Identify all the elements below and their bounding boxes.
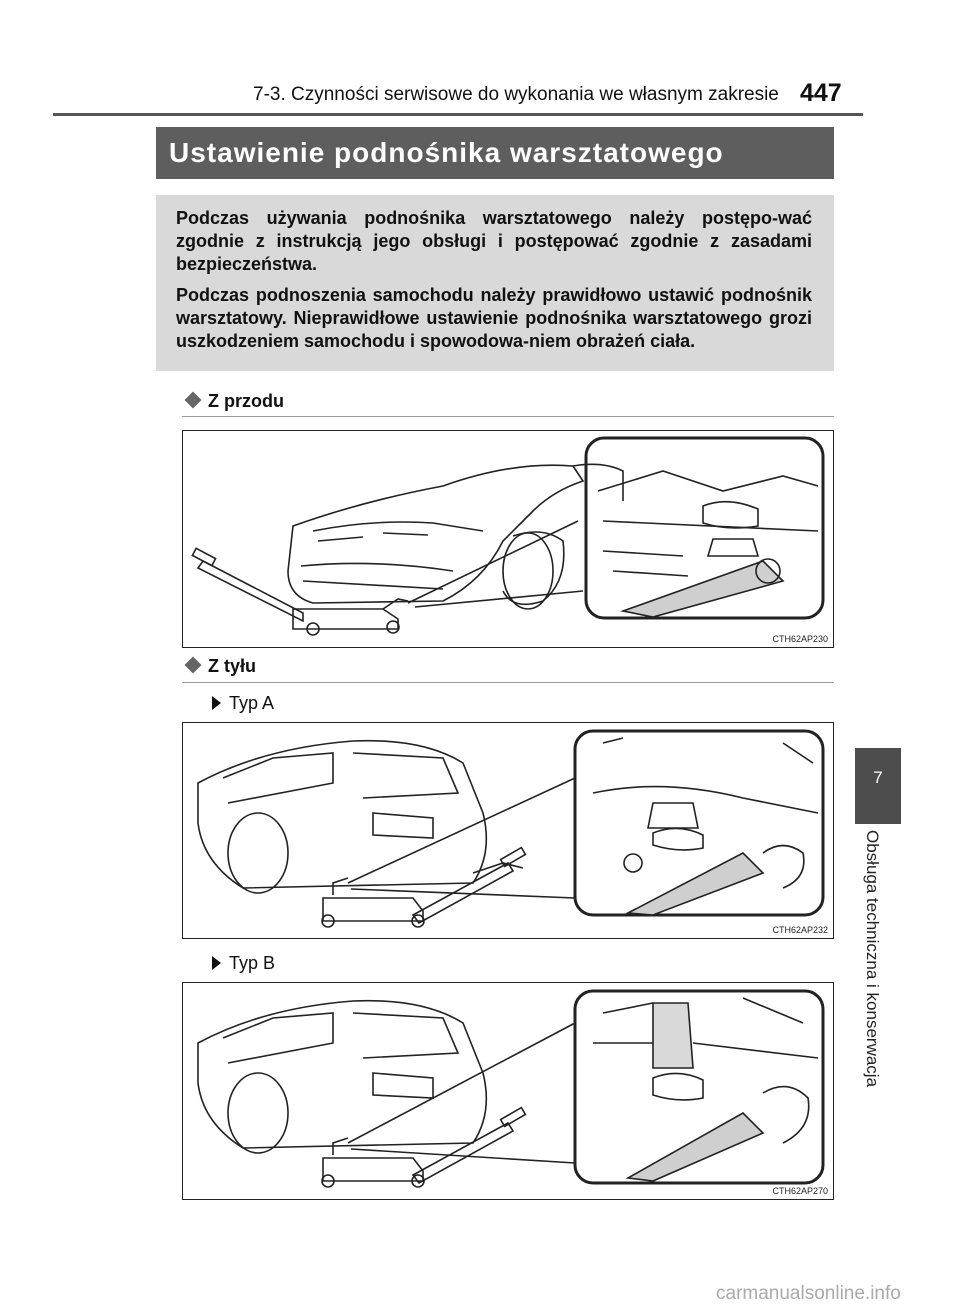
front-heading-text: Z przodu [208,391,284,411]
rear-type-a-figure [182,722,834,939]
front-heading-rule [182,416,834,417]
rear-heading [187,656,256,677]
rear-type-b-figure [182,982,834,1200]
diamond-bullet-icon [185,392,202,409]
front-heading [187,391,284,412]
rear-type-a-figure-code: CTH62AP232 [772,925,828,935]
diamond-bullet-icon [185,657,202,674]
section-title: Ustawienie podnośnika warsztatowego [156,127,834,179]
triangle-bullet-icon [212,956,221,970]
warning-paragraph-2: Podczas podnoszenia samochodu należy prawidłowo ustawić podnośnik warsztatowy. Nieprawidłowe ustawienie podnośnika warsztatowego grozi uszkodzeniem samochodu i spowodowa-niem obrażeń ciała. [176,285,812,351]
chapter-side-label: Obsługa techniczna i konserwacja [863,830,882,1088]
type-b-label-text: Typ B [229,953,276,973]
triangle-bullet-icon [212,696,221,710]
type-a-label [212,693,274,714]
watermark[interactable]: carmanualsonline.info [716,1283,901,1304]
warning-paragraph-1: Podczas używania podnośnika warsztatowego należy postępo-wać zgodnie z instrukcją jego obsługi i postępować zgodnie z zasadami bezpieczeństwa. [176,208,812,274]
rear-type-b-illustration [183,983,833,1199]
chapter-side-label-wrap [862,830,892,1130]
front-jack-figure [182,430,834,648]
front-figure-code: CTH62AP230 [772,634,828,644]
rear-heading-rule [182,682,834,683]
rear-type-b-figure-code: CTH62AP270 [772,1186,828,1196]
type-b-label [212,953,275,974]
rear-heading-text: Z tyłu [208,656,256,676]
page-number: 447 [800,79,842,107]
chapter-tab[interactable]: 7 [855,748,901,824]
warning-box [156,195,834,371]
front-jack-illustration [183,431,833,647]
running-header: 7-3. Czynności serwisowe do wykonania we własnym zakresie [253,84,779,105]
header-rule [53,113,863,116]
rear-type-a-illustration [183,723,833,938]
type-a-label-text: Typ A [229,693,275,713]
